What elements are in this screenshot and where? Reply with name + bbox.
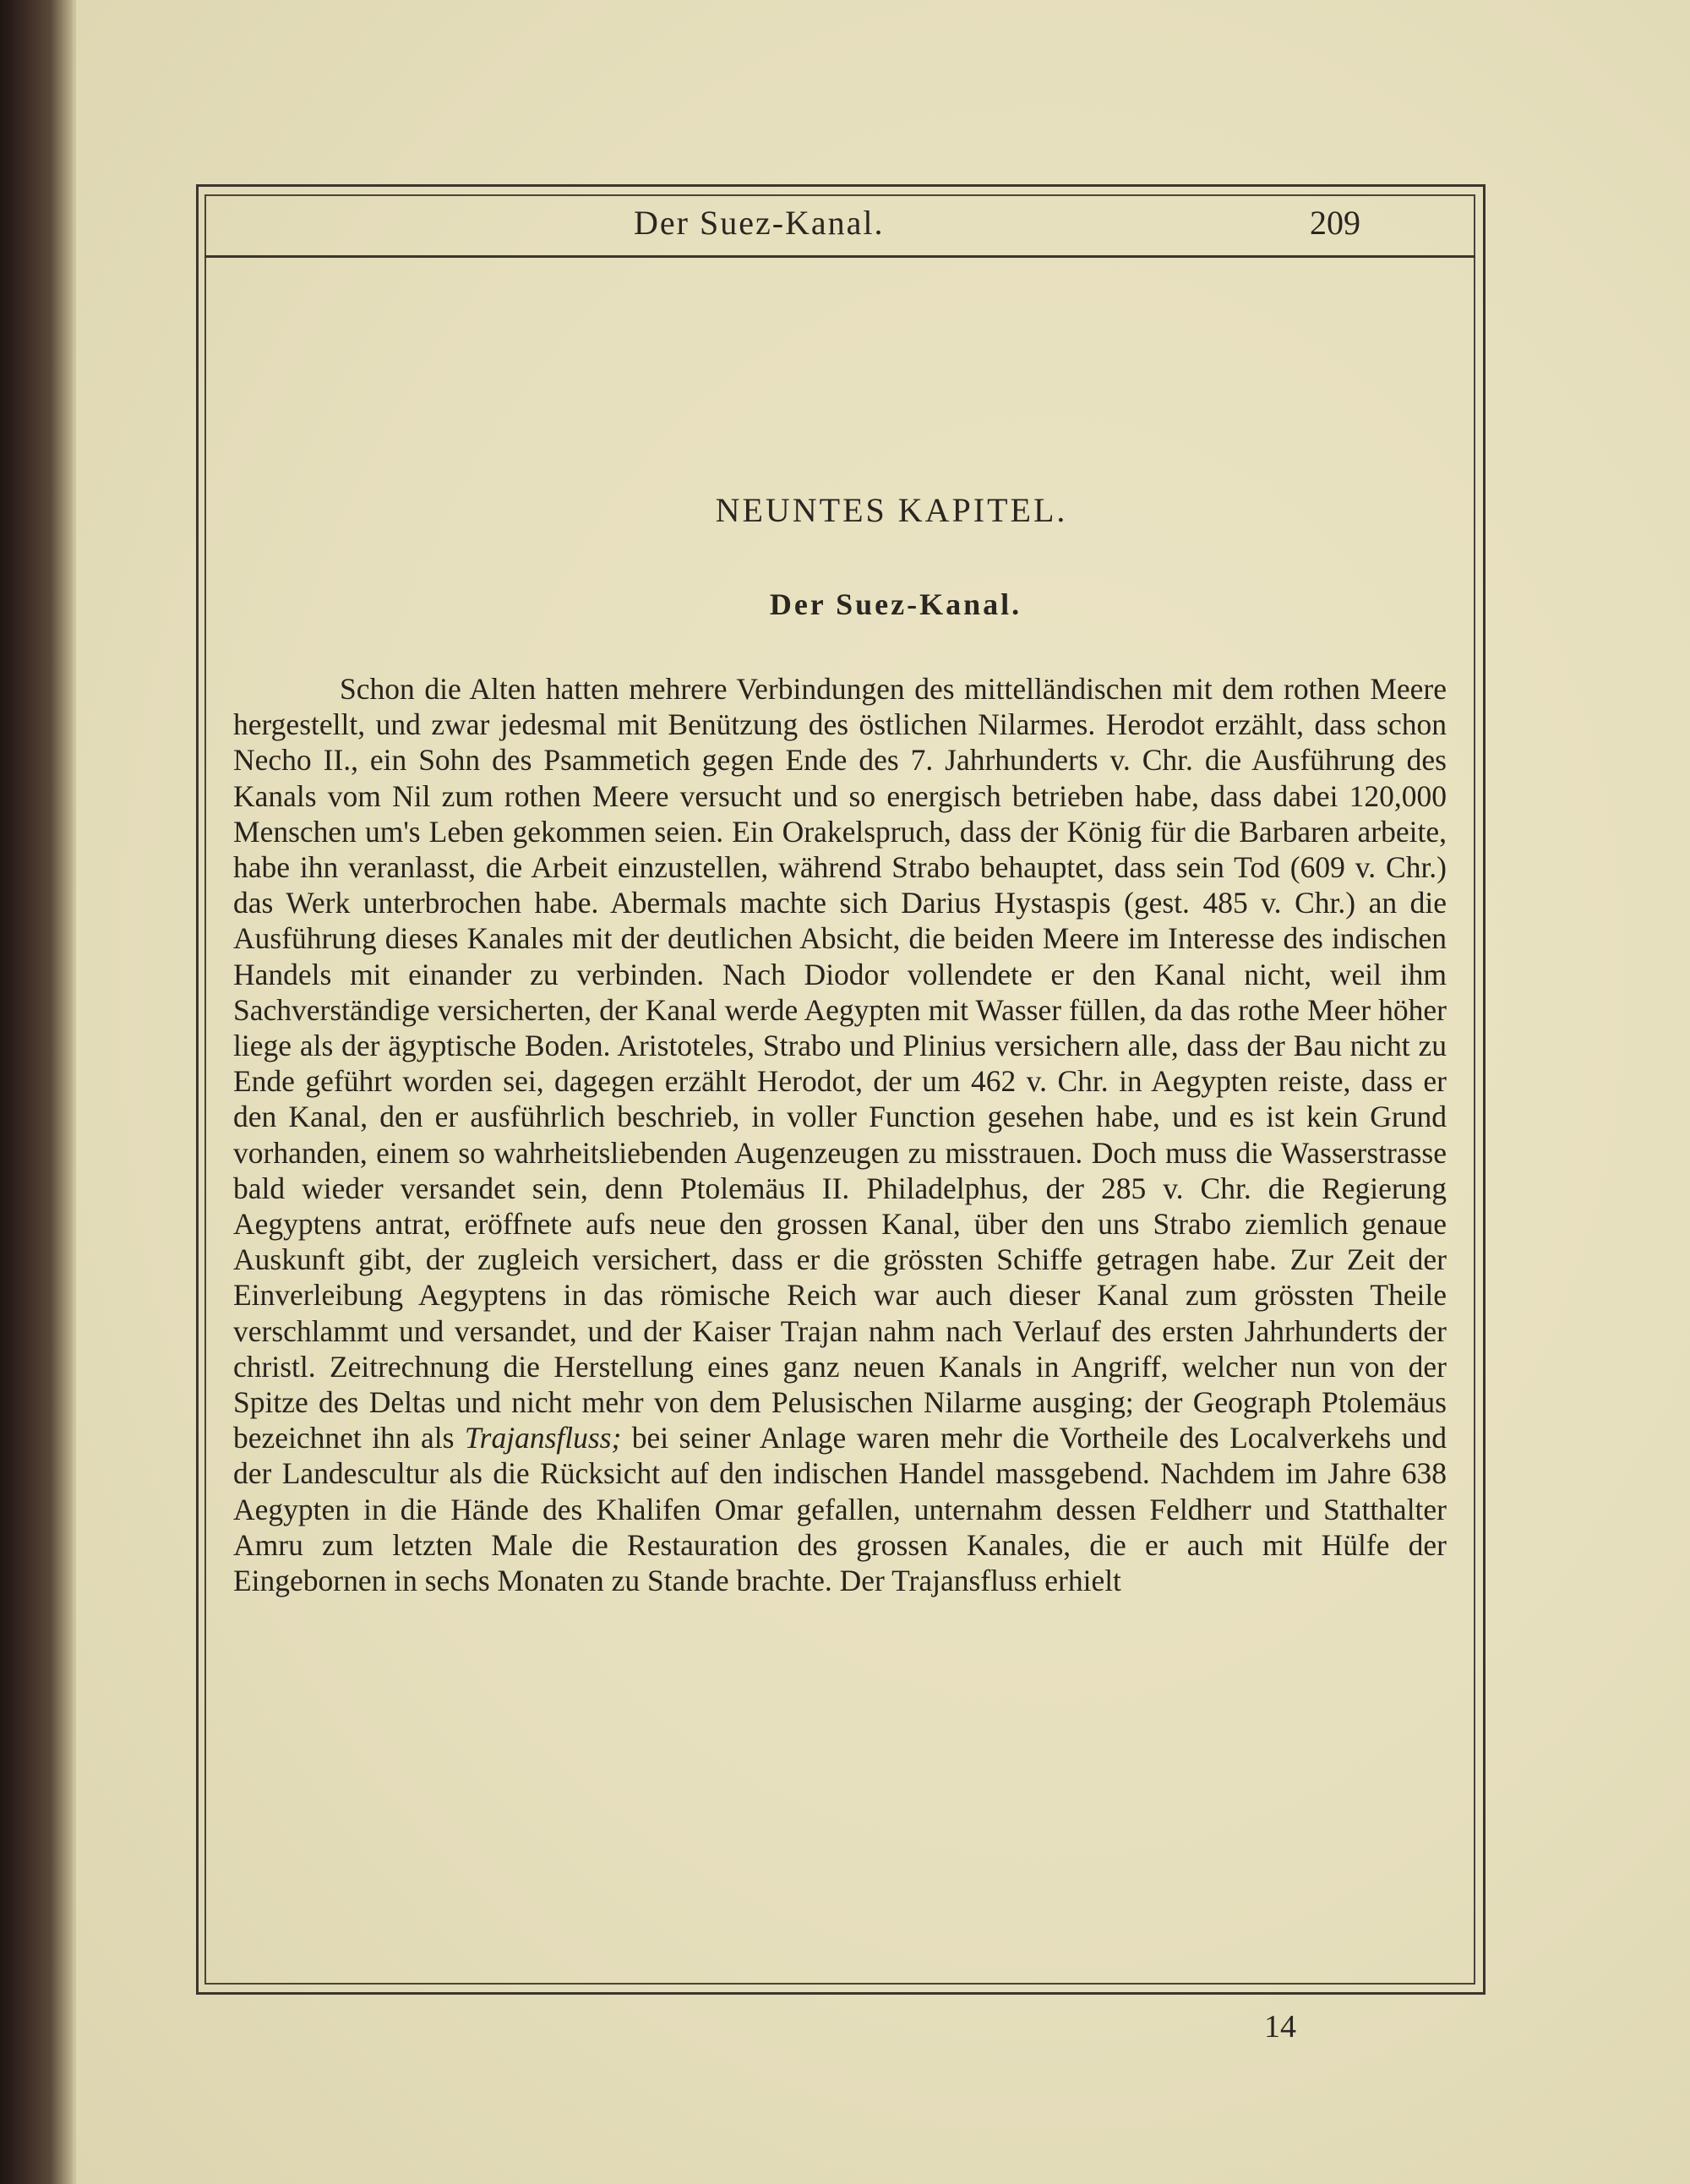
body-text-part1: Schon die Alten hatten mehrere Verbindungen des mittelländischen mit dem rothen Meere hergestellt, und zwar jedesmal mit Benützung des östlichen Nilarmes. Herodot erzählt, dass schon Necho II., ein Sohn des Psammetich gegen Ende des 7. Jahrhunderts v. Chr. die Ausführung des Kanals vom Nil zum rothen Meere versucht und so energisch betrieben habe, dass dabei 120,000 Menschen um's Leben gekommen seien. Ein Orakelspruch, dass der König für die Barbaren arbeite, habe ihn veranlasst, die Arbeit einzustellen, während Strabo behauptet, dass sein Tod (609 v. Chr.) das Werk unterbrochen habe. Abermals machte sich Darius Hystaspis (gest. 485 v. Chr.) an die Ausführung dieses Kanales mit der deutlichen Absicht, die beiden Meere im Interesse des indischen Handels mit einander zu verbinden. Nach Diodor vollendete er den Kanal nicht, weil ihm Sachverständige versicherten, der Kanal werde Aegypten mit Wasser füllen, da das rothe Meer höher liege als der ägyptische Boden. Aristoteles, Strabo und Plinius versichern alle, dass der Bau nicht zu Ende geführt worden sei, dagegen erzählt Herodot, der um 462 v. Chr. in Aegypten reiste, dass er den Kanal, den er ausführlich beschrieb, in voller Function gesehen habe, und es ist kein Grund vorhanden, einem so wahrheitsliebenden Augenzeugen zu misstrauen. Doch muss die Wasserstrasse bald wieder versandet sein, denn Ptolemäus II. Philadelphus, der 285 v. Chr. die Regierung Aegyptens antrat, eröffnete aufs neue den grossen Kanal, über den uns Strabo ziemlich genaue Auskunft gibt, der zugleich versichert, dass er die grössten Schiffe getragen habe. Zur Zeit der Einverleibung Aegyptens in das römische Reich war auch dieser Kanal zum grössten Theile verschlammt und versandet, und der Kaiser Trajan nahm nach Verlauf des ersten Jahrhunderts der christl. Zeitrechnung die Herstellung eines ganz neuen Kanals in Angriff, welcher nun von der Spitze des Deltas und nicht mehr von dem Pelusischen Nilarme ausging; der Geograph Ptolemäus bezeichnet ihn als bbox=[233, 672, 1447, 1455]
chapter-title: Der Suez-Kanal. bbox=[769, 587, 1022, 621]
book-page bbox=[76, 0, 1690, 2184]
running-head-title: Der Suez-Kanal. bbox=[634, 204, 885, 242]
body-paragraph bbox=[233, 671, 1447, 1598]
header-rule bbox=[204, 255, 1475, 258]
body-text-part2: bei seiner Anlage waren mehr die Vortheile des Localverkehs und der Landescultur als die Rücksicht auf den indischen Handel massgebend. Nachdem im Jahre 638 Aegypten in die Hände des Khalifen Omar gefallen, unternahm dessen Feldherr und Statthalter Amru zum letzten Male die Restauration des grossen Kanales, die er auch mit Hülfe der Eingebornen in sechs Monaten zu Stande brachte. Der Trajansfluss erhielt bbox=[233, 1421, 1447, 1598]
chapter-heading: NEUNTES KAPITEL. bbox=[715, 491, 1068, 529]
body-italic-term: Trajansfluss; bbox=[464, 1421, 622, 1455]
book-binding bbox=[0, 0, 73, 2184]
page-number: 209 bbox=[1310, 204, 1360, 242]
signature-mark: 14 bbox=[1264, 2009, 1296, 2045]
